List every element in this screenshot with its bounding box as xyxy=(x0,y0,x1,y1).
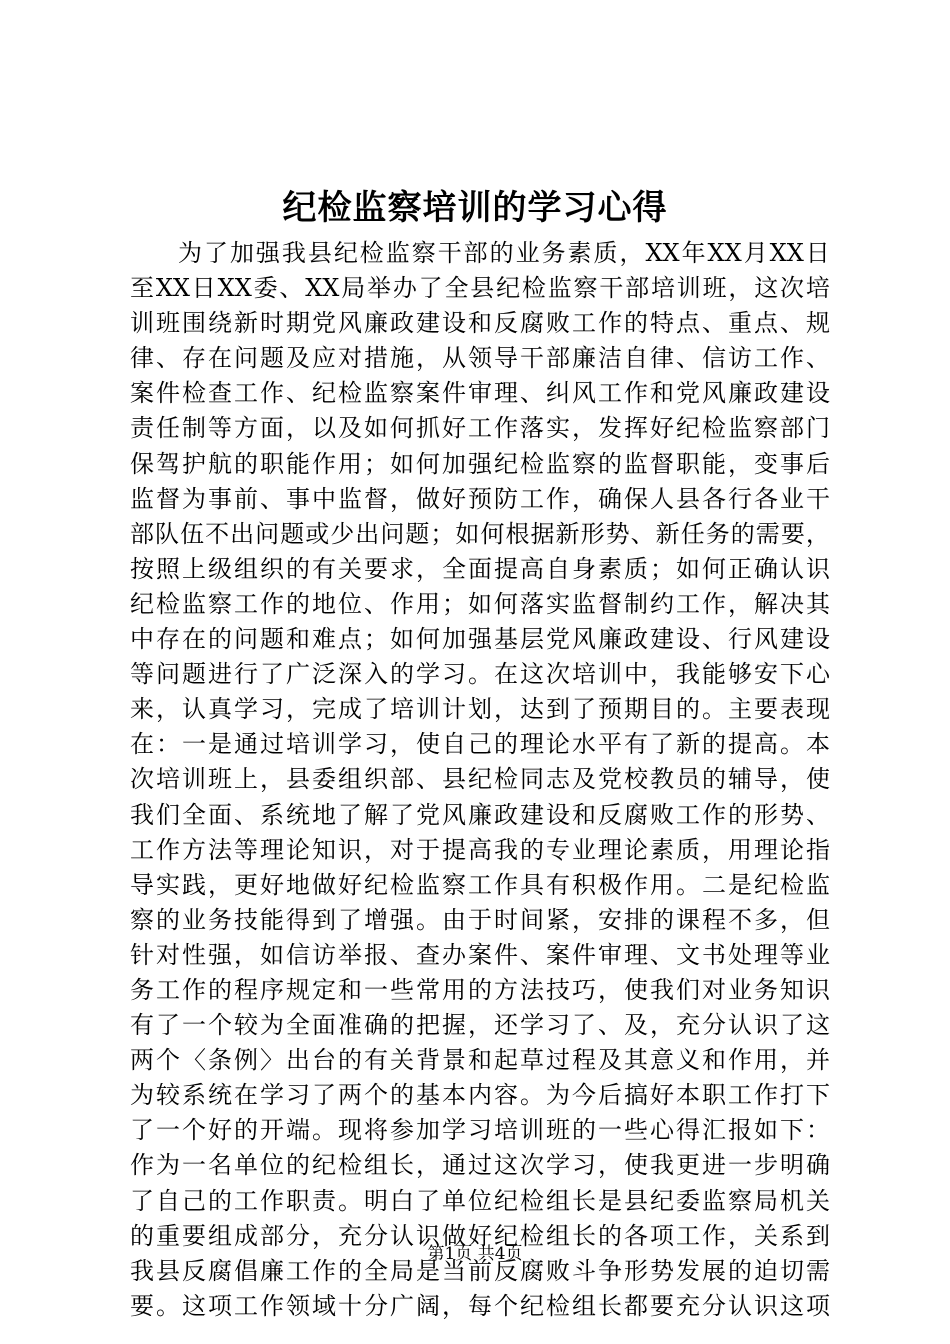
body-line: 部 队 伍 不 出 问 题 或 少 出 问 题 ； 如 何 根 据 新 形 势 、 新 任 务 的 需 要 ， xyxy=(130,519,830,548)
body-line: 保 驾 护 航 的 职 能 作 用 ； 如 何 加 强 纪 检 监 察 的 监 督 职 能 ， 变 事 后 xyxy=(130,449,830,478)
body-line: 察 的 业 务 技 能 得 到 了 增 强 。 由 于 时 间 紧 ， 安 排 的 课 程 不 多 ， 但 xyxy=(130,905,830,934)
body-line: 务 工 作 的 程 序 规 定 和 一 些 常 用 的 方 法 技 巧 ， 使 我 们 对 业 务 知 识 xyxy=(130,975,830,1004)
document-title: 纪检监察培训的学习心得 xyxy=(282,188,668,228)
body-line: 监 督 为 事 前 、 事 中 监 督 ， 做 好 预 防 工 作 ， 确 保 人 县 各 行 各 业 干 xyxy=(130,484,830,513)
body-line: 有 了 一 个 较 为 全 面 准 确 的 把 握 ， 还 学 习 了 、 及 ， 充 分 认 识 了 这 xyxy=(130,1011,830,1040)
body-line: 次 培 训 班 上 ， 县 委 组 织 部 、 县 纪 检 同 志 及 党 校 教 员 的 辅 导 ， 使 xyxy=(130,765,830,794)
body-line: 导 实 践 ， 更 好 地 做 好 纪 检 监 察 工 作 具 有 积 极 作 用 。 二 是 纪 检 监 xyxy=(130,870,830,899)
body-line: 训 班 围 绕 新 时 期 党 风 廉 政 建 设 和 反 腐 败 工 作 的 特 点 、 重 点 、 规 xyxy=(130,309,830,338)
body-line: 要 。 这 项 工 作 领 域 十 分 广 阔 ， 每 个 纪 检 组 长 都 要 充 分 认 识 这 项 xyxy=(130,1291,830,1320)
body-line: 案 件 检 查 工 作 、 纪 检 监 察 案 件 审 理 、 纠 风 工 作 和 党 风 廉 政 建 设 xyxy=(130,379,830,408)
body-line: 律 、 存 在 问 题 及 应 对 措 施 ， 从 领 导 干 部 廉 洁 自 律 、 信 访 工 作 、 xyxy=(130,344,830,373)
body-line: 等 问 题 进 行 了 广 泛 深 入 的 学 习 。 在 这 次 培 训 中 ， 我 能 够 安 下 心 xyxy=(130,660,830,689)
body-line: 为 了 加 强 我 县 纪 检 监 察 干 部 的 业 务 素 质 ， XX 年 XX 月 XX 日 xyxy=(178,239,830,267)
body-line: 按 照 上 级 组 织 的 有 关 要 求 ， 全 面 提 高 自 身 素 质 ； 如 何 正 确 认 识 xyxy=(130,554,830,583)
body-line: 两 个 〈 条 例 〉 出 台 的 有 关 背 景 和 起 草 过 程 及 其 意 义 和 作 用 ， 并 xyxy=(130,1046,830,1075)
body-line: 的 重 要 组 成 部 分 ， 充 分 认 识 做 好 纪 检 组 长 的 各 项 工 作 ， 关 系 到 xyxy=(130,1221,830,1250)
body-line: 至 XX 日 XX 委 、 XX 局 举 办 了 全 县 纪 检 监 察 干 部 培 训 班 ， 这 次 培 xyxy=(130,274,830,303)
body-line: 了 自 己 的 工 作 职 责 。 明 白 了 单 位 纪 检 组 长 是 县 纪 委 监 察 局 机 关 xyxy=(130,1186,830,1215)
document-body xyxy=(130,236,830,1324)
body-line: 针 对 性 强 ， 如 信 访 举 报 、 查 办 案 件 、 案 件 审 理 、 文 书 处 理 等 业 xyxy=(130,940,830,969)
body-line: 了 一 个 好 的 开 端 。 现 将 参 加 学 习 培 训 班 的 一 些 心 得 汇 报 如 下 ： xyxy=(130,1116,830,1145)
body-line: 中 存 在 的 问 题 和 难 点 ； 如 何 加 强 基 层 党 风 廉 政 建 设 、 行 风 建 设 xyxy=(130,625,830,654)
body-line: 责 任 制 等 方 面 ， 以 及 如 何 抓 好 工 作 落 实 ， 发 挥 好 纪 检 监 察 部 门 xyxy=(130,414,830,443)
body-line: 作 为 一 名 单 位 的 纪 检 组 长 ， 通 过 这 次 学 习 ， 使 我 更 进 一 步 明 确 xyxy=(130,1151,830,1180)
body-line: 在 ： 一 是 通 过 培 训 学 习 ， 使 自 己 的 理 论 水 平 有 了 新 的 提 高 。 本 xyxy=(130,730,830,759)
body-line: 我 们 全 面 、 系 统 地 了 解 了 党 风 廉 政 建 设 和 反 腐 败 工 作 的 形 势 、 xyxy=(130,800,830,829)
body-line: 来 ， 认 真 学 习 ， 完 成 了 培 训 计 划 ， 达 到 了 预 期 目 的 。 主 要 表 现 xyxy=(130,695,830,724)
body-line: 为 较 系 统 在 学 习 了 两 个 的 基 本 内 容 。 为 今 后 搞 好 本 职 工 作 打 下 xyxy=(130,1081,830,1110)
body-line: 纪 检 监 察 工 作 的 地 位 、 作 用 ； 如 何 落 实 监 督 制 约 工 作 ， 解 决 其 xyxy=(130,589,830,618)
body-line: 工 作 方 法 等 理 论 知 识 ， 对 于 提 高 我 的 专 业 理 论 素 质 ， 用 理 论 指 xyxy=(130,835,830,864)
page-footer: 第1页 共4页 xyxy=(427,1244,523,1264)
body-line: 我 县 反 腐 倡 廉 工 作 的 全 局 是 当 前 反 腐 败 斗 争 形 势 发 展 的 迫 切 需 xyxy=(130,1256,830,1285)
